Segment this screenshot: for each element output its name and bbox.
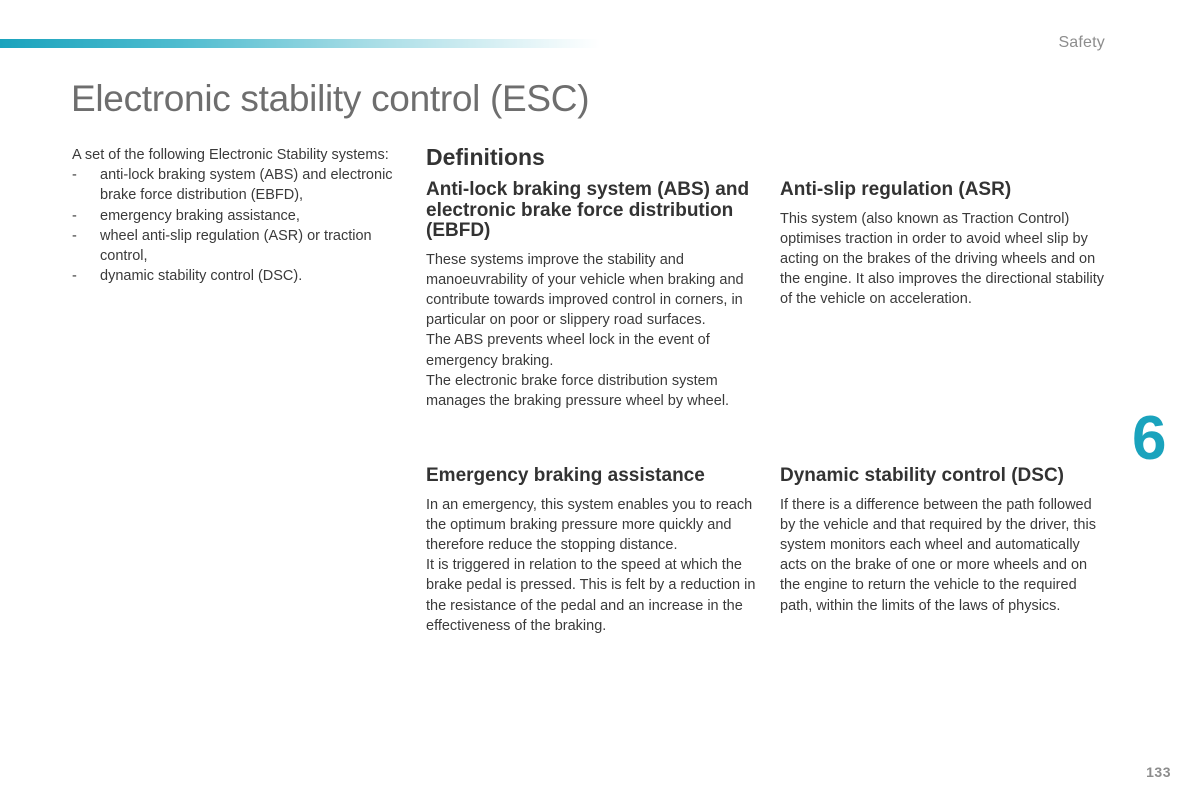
- definitions-heading: Definitions: [426, 144, 545, 170]
- page-title: Electronic stability control (ESC): [71, 78, 590, 119]
- eba-paragraph: It is triggered in relation to the speed at which the brake pedal is pressed. This is felt by a reduction in the resistance of the pedal and an increase in the effectiveness of the braking.: [426, 557, 756, 634]
- list-item: [72, 226, 407, 266]
- abs-paragraph: The electronic brake force distribution system manages the braking pressure wheel by wheel.: [426, 372, 730, 409]
- eba-section: [426, 466, 756, 636]
- list-item-text: wheel anti-slip regulation (ASR) or traction control,: [100, 227, 372, 265]
- list-dash: -: [72, 268, 77, 285]
- page-number: 133: [1146, 764, 1171, 780]
- dsc-paragraph: If there is a difference between the path followed by the vehicle and that required by the driver, this system monitors each wheel and automatically acts on the brake of one or more wheels and on the engine to return the vehicle to the required path, within the limits of the laws of physics.: [780, 496, 1096, 614]
- chapter-number: 6: [1132, 404, 1167, 473]
- list-dash: -: [72, 227, 77, 244]
- eba-heading: Emergency braking assistance: [426, 465, 705, 486]
- list-item-text: emergency braking assistance,: [100, 207, 300, 224]
- dsc-heading: Dynamic stability control (DSC): [780, 465, 1064, 486]
- list-dash: -: [72, 207, 77, 224]
- asr-heading: Anti-slip regulation (ASR): [780, 179, 1012, 200]
- list-item-text: dynamic stability control (DSC).: [100, 268, 303, 285]
- abs-heading: Anti-lock braking system (ABS) and electronic brake force distribution (EBFD): [426, 179, 750, 241]
- abs-paragraph: The ABS prevents wheel lock in the event of emergency braking.: [426, 332, 710, 369]
- asr-section: [780, 180, 1110, 310]
- list-item: [72, 266, 407, 286]
- list-dash: -: [72, 167, 77, 184]
- abs-section: [426, 180, 756, 411]
- abs-paragraph: These systems improve the stability and manoeuvrability of your vehicle when braking and contribute towards improved control in corners, in particular on poor or slippery road surfaces.: [426, 251, 744, 329]
- asr-paragraph: This system (also known as Traction Control) optimises traction in order to avoid wheel slip by acting on the brakes of the driving wheels and on the engine. It also improves the directional stability of the vehicle on acceleration.: [780, 210, 1105, 308]
- dsc-section: [780, 466, 1110, 616]
- list-item: [72, 165, 407, 205]
- list-item-text: anti-lock braking system (ABS) and electronic brake force distribution (EBFD),: [100, 167, 393, 204]
- list-item: [72, 206, 407, 226]
- header-accent-bar: [0, 39, 600, 48]
- section-name: Safety: [1058, 34, 1105, 51]
- intro-lead: A set of the following Electronic Stability systems:: [72, 147, 389, 163]
- intro-text: [72, 145, 407, 286]
- intro-list: [72, 165, 407, 286]
- eba-paragraph: In an emergency, this system enables you to reach the optimum braking pressure more quickly and therefore reduce the stopping distance.: [426, 496, 753, 553]
